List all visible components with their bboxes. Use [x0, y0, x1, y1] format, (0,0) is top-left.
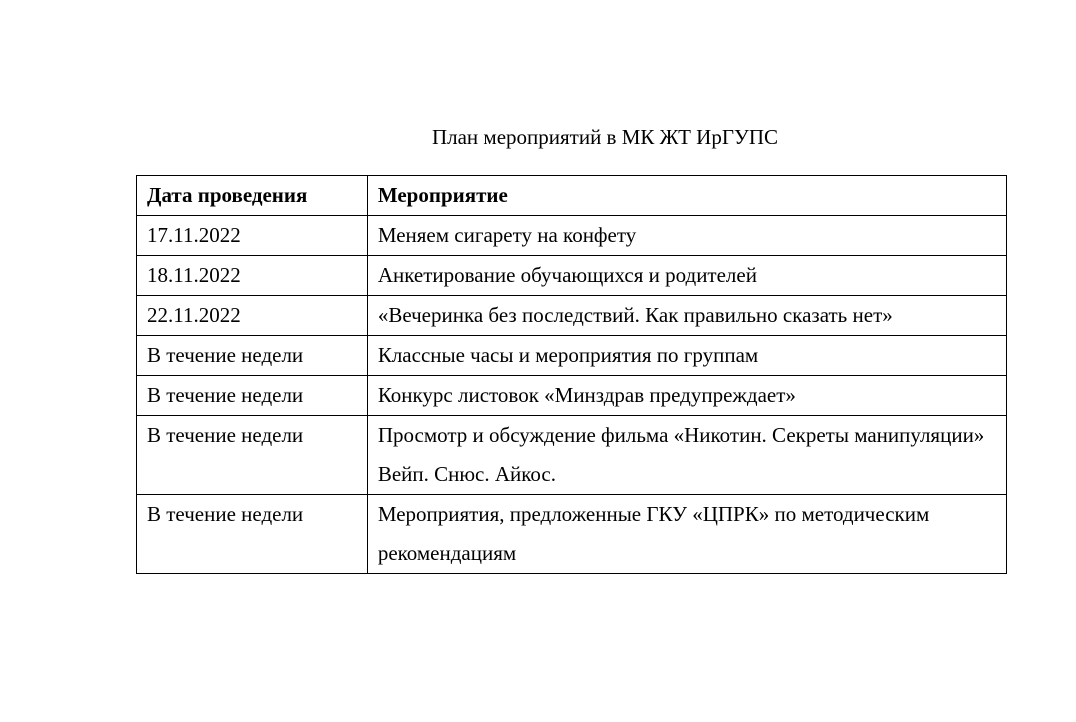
row-event: Меняем сигарету на конфету: [367, 216, 1006, 256]
row-date: 17.11.2022: [137, 216, 368, 256]
table-row: [137, 256, 1007, 296]
header-event: Мероприятие: [367, 176, 1006, 216]
table-row: [137, 216, 1007, 256]
row-event: Анкетирование обучающихся и родителей: [367, 256, 1006, 296]
table-row: [137, 495, 1007, 574]
events-table: [136, 175, 1007, 574]
row-event: Конкурс листовок «Минздрав предупреждает»: [367, 376, 1006, 416]
row-event: «Вечеринка без последствий. Как правильно сказать нет»: [367, 296, 1006, 336]
row-date: В течение недели: [137, 336, 368, 376]
row-event: Классные часы и мероприятия по группам: [367, 336, 1006, 376]
table-header-row: [137, 176, 1007, 216]
table-row: [137, 336, 1007, 376]
row-date: В течение недели: [137, 416, 368, 495]
row-event: Просмотр и обсуждение фильма «Никотин. Секреты манипуляции» Вейп. Снюс. Айкос.: [367, 416, 1006, 495]
table-row: [137, 416, 1007, 495]
row-date: 18.11.2022: [137, 256, 368, 296]
header-date: Дата проведения: [137, 176, 368, 216]
row-date: 22.11.2022: [137, 296, 368, 336]
row-event: Мероприятия, предложенные ГКУ «ЦПРК» по методическим рекомендациям: [367, 495, 1006, 574]
document-title: План мероприятий в МК ЖТ ИрГУПС: [431, 125, 779, 149]
row-date: В течение недели: [137, 495, 368, 574]
table-row: [137, 376, 1007, 416]
table-row: [137, 296, 1007, 336]
row-date: В течение недели: [137, 376, 368, 416]
